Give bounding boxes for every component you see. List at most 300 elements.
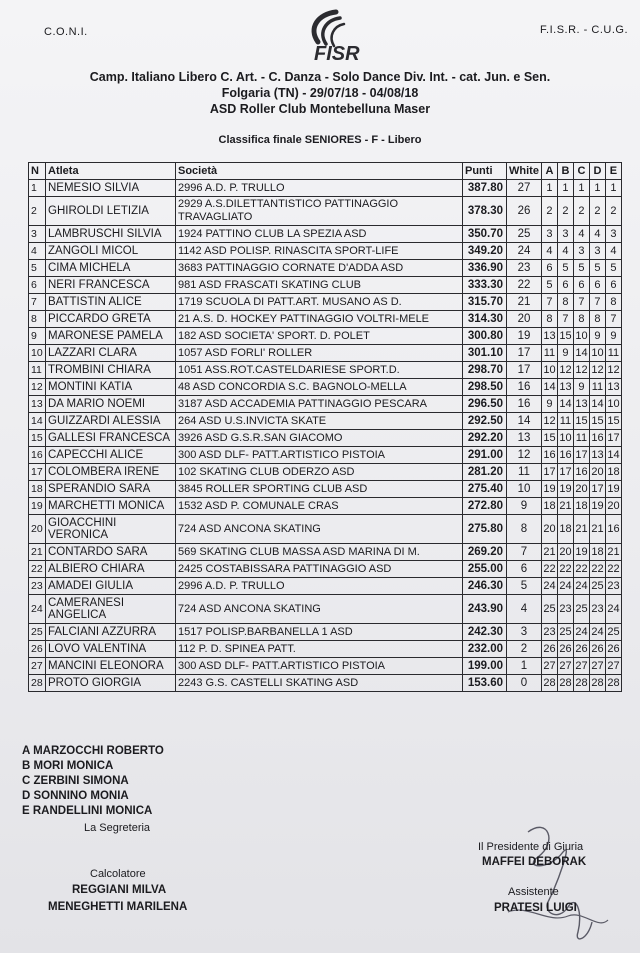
cell-judge-e: 21 [605, 544, 621, 561]
cell-societa: 2243 G.S. CASTELLI SKATING ASD [176, 675, 463, 692]
cell-judge-b: 5 [557, 260, 573, 277]
cell-punti: 246.30 [463, 578, 507, 595]
cell-judge-d: 11 [589, 379, 605, 396]
cell-judge-b: 2 [557, 197, 573, 226]
cell-judge-e: 6 [605, 277, 621, 294]
cell-judge-c: 17 [573, 447, 589, 464]
judge-d: D SONNINO MONIA [22, 790, 129, 802]
cell-atleta: MARONESE PAMELA [46, 328, 176, 345]
cell-judge-e: 17 [605, 430, 621, 447]
cell-societa: 3926 ASD G.S.R.SAN GIACOMO [176, 430, 463, 447]
table-row [29, 294, 622, 311]
cell-atleta: FALCIANI AZZURRA [46, 624, 176, 641]
cell-n: 17 [29, 464, 46, 481]
cell-judge-e: 16 [605, 515, 621, 544]
cell-n: 8 [29, 311, 46, 328]
cell-punti: 301.10 [463, 345, 507, 362]
cell-judge-c: 3 [573, 243, 589, 260]
cell-societa: 1051 ASS.ROT.CASTELDARIESE SPORT.D. [176, 362, 463, 379]
cell-judge-d: 25 [589, 578, 605, 595]
cell-punti: 269.20 [463, 544, 507, 561]
col-header-d: D [589, 163, 605, 180]
cell-punti: 298.70 [463, 362, 507, 379]
cell-white: 14 [507, 413, 542, 430]
cell-judge-b: 15 [557, 328, 573, 345]
table-row [29, 624, 622, 641]
cell-judge-d: 9 [589, 328, 605, 345]
table-row [29, 578, 622, 595]
cell-atleta: CONTARDO SARA [46, 544, 176, 561]
cell-societa: 112 P. D. SPINEA PATT. [176, 641, 463, 658]
cell-judge-a: 11 [541, 345, 557, 362]
cell-judge-b: 26 [557, 641, 573, 658]
col-header-n: N [29, 163, 46, 180]
cell-n: 27 [29, 658, 46, 675]
cell-judge-c: 24 [573, 578, 589, 595]
cell-judge-a: 24 [541, 578, 557, 595]
cell-judge-c: 4 [573, 226, 589, 243]
cell-societa: 2996 A.D. P. TRULLO [176, 578, 463, 595]
table-row [29, 197, 622, 226]
cell-judge-e: 26 [605, 641, 621, 658]
cell-judge-c: 2 [573, 197, 589, 226]
table-row [29, 328, 622, 345]
cell-societa: 569 SKATING CLUB MASSA ASD MARINA DI M. [176, 544, 463, 561]
cell-judge-a: 1 [541, 180, 557, 197]
cell-atleta: COLOMBERA IRENE [46, 464, 176, 481]
cell-white: 17 [507, 362, 542, 379]
judge-e: E RANDELLINI MONICA [22, 805, 153, 817]
segreteria-label: La Segreteria [84, 822, 151, 834]
cell-atleta: ZANGOLI MICOL [46, 243, 176, 260]
table-row [29, 243, 622, 260]
cell-judge-c: 10 [573, 328, 589, 345]
cell-judge-e: 12 [605, 362, 621, 379]
cell-n: 4 [29, 243, 46, 260]
cell-judge-b: 14 [557, 396, 573, 413]
cell-judge-e: 13 [605, 379, 621, 396]
cell-societa: 2996 A.D. P. TRULLO [176, 180, 463, 197]
cell-judge-d: 22 [589, 561, 605, 578]
cell-judge-a: 16 [541, 447, 557, 464]
cell-judge-a: 5 [541, 277, 557, 294]
cell-atleta: LAMBRUSCHI SILVIA [46, 226, 176, 243]
cell-n: 1 [29, 180, 46, 197]
cell-white: 16 [507, 379, 542, 396]
cell-societa: 2929 A.S.DILETTANTISTICO PATTINAGGIO TRAVAGLIATO [176, 197, 463, 226]
cell-atleta: MONTINI KATIA [46, 379, 176, 396]
cell-white: 24 [507, 243, 542, 260]
judges-list [22, 744, 164, 819]
cell-judge-a: 4 [541, 243, 557, 260]
cell-white: 8 [507, 515, 542, 544]
calcolatore-name-2: MENEGHETTI MARILENA [48, 901, 188, 913]
cell-n: 20 [29, 515, 46, 544]
cell-atleta: GHIROLDI LETIZIA [46, 197, 176, 226]
table-body [29, 180, 622, 692]
cell-judge-c: 9 [573, 379, 589, 396]
cell-judge-b: 17 [557, 464, 573, 481]
cell-judge-b: 23 [557, 595, 573, 624]
table-row [29, 277, 622, 294]
cell-atleta: MARCHETTI MONICA [46, 498, 176, 515]
cell-judge-a: 10 [541, 362, 557, 379]
cell-atleta: NEMESIO SILVIA [46, 180, 176, 197]
cell-judge-e: 9 [605, 328, 621, 345]
table-row [29, 675, 622, 692]
cell-judge-a: 6 [541, 260, 557, 277]
cell-judge-b: 11 [557, 413, 573, 430]
cell-white: 19 [507, 328, 542, 345]
cell-judge-c: 15 [573, 413, 589, 430]
cell-societa: 3683 PATTINAGGIO CORNATE D'ADDA ASD [176, 260, 463, 277]
cell-judge-b: 16 [557, 447, 573, 464]
cell-white: 26 [507, 197, 542, 226]
cell-judge-d: 10 [589, 345, 605, 362]
cell-judge-d: 26 [589, 641, 605, 658]
cell-judge-d: 2 [589, 197, 605, 226]
assistente-label: Assistente [508, 886, 559, 898]
cell-societa: 724 ASD ANCONA SKATING [176, 595, 463, 624]
cell-judge-d: 17 [589, 481, 605, 498]
cell-societa: 1719 SCUOLA DI PATT.ART. MUSANO AS D. [176, 294, 463, 311]
cell-judge-e: 18 [605, 464, 621, 481]
presidente-name: MAFFEI DEBORAK [482, 856, 587, 868]
cell-white: 13 [507, 430, 542, 447]
cell-white: 20 [507, 311, 542, 328]
cell-white: 25 [507, 226, 542, 243]
cell-punti: 298.50 [463, 379, 507, 396]
calcolatore-name-1: REGGIANI MILVA [72, 884, 167, 896]
cell-judge-a: 25 [541, 595, 557, 624]
cell-punti: 275.40 [463, 481, 507, 498]
cell-punti: 281.20 [463, 464, 507, 481]
signature-scribble [488, 812, 618, 952]
cell-atleta: CAMERANESI ANGELICA [46, 595, 176, 624]
cell-judge-c: 19 [573, 544, 589, 561]
cell-n: 9 [29, 328, 46, 345]
cell-judge-a: 9 [541, 396, 557, 413]
col-header-e: E [605, 163, 621, 180]
cell-punti: 275.80 [463, 515, 507, 544]
cell-atleta: PROTO GIORGIA [46, 675, 176, 692]
cell-atleta: MANCINI ELEONORA [46, 658, 176, 675]
cell-judge-e: 15 [605, 413, 621, 430]
cell-judge-c: 26 [573, 641, 589, 658]
cell-judge-d: 13 [589, 447, 605, 464]
table-row [29, 226, 622, 243]
ranking-table [28, 162, 622, 692]
cell-judge-b: 22 [557, 561, 573, 578]
cell-judge-c: 18 [573, 498, 589, 515]
cell-judge-e: 24 [605, 595, 621, 624]
cell-judge-e: 10 [605, 396, 621, 413]
cell-judge-a: 8 [541, 311, 557, 328]
cell-punti: 153.60 [463, 675, 507, 692]
col-header-c: C [573, 163, 589, 180]
cell-punti: 291.00 [463, 447, 507, 464]
cell-white: 12 [507, 447, 542, 464]
cell-n: 2 [29, 197, 46, 226]
judge-c: C ZERBINI SIMONA [22, 775, 129, 787]
cell-judge-a: 28 [541, 675, 557, 692]
cell-punti: 242.30 [463, 624, 507, 641]
cell-societa: 21 A.S. D. HOCKEY PATTINAGGIO VOLTRI-MELE [176, 311, 463, 328]
cell-judge-c: 27 [573, 658, 589, 675]
logo-text: FISR [314, 43, 360, 64]
table-row [29, 430, 622, 447]
cell-societa: 1532 ASD P. COMUNALE CRAS [176, 498, 463, 515]
cell-judge-b: 10 [557, 430, 573, 447]
cell-judge-e: 19 [605, 481, 621, 498]
table-row [29, 311, 622, 328]
cell-n: 18 [29, 481, 46, 498]
cell-white: 23 [507, 260, 542, 277]
cell-judge-c: 11 [573, 430, 589, 447]
cell-n: 5 [29, 260, 46, 277]
cell-judge-b: 25 [557, 624, 573, 641]
cell-societa: 48 ASD CONCORDIA S.C. BAGNOLO-MELLA [176, 379, 463, 396]
cell-punti: 378.30 [463, 197, 507, 226]
cell-societa: 300 ASD DLF- PATT.ARTISTICO PISTOIA [176, 447, 463, 464]
header-fisr: F.I.S.R. - C.U.G. [540, 24, 628, 36]
cell-societa: 300 ASD DLF- PATT.ARTISTICO PISTOIA [176, 658, 463, 675]
cell-judge-d: 20 [589, 464, 605, 481]
cell-societa: 3187 ASD ACCADEMIA PATTINAGGIO PESCARA [176, 396, 463, 413]
cell-judge-b: 19 [557, 481, 573, 498]
cell-judge-e: 11 [605, 345, 621, 362]
cell-judge-d: 16 [589, 430, 605, 447]
cell-judge-d: 6 [589, 277, 605, 294]
cell-punti: 315.70 [463, 294, 507, 311]
table-row [29, 413, 622, 430]
cell-n: 28 [29, 675, 46, 692]
assistente-name: PRATESI LUIGI [494, 902, 577, 914]
cell-atleta: DA MARIO NOEMI [46, 396, 176, 413]
cell-judge-c: 13 [573, 396, 589, 413]
cell-n: 6 [29, 277, 46, 294]
cell-atleta: CAPECCHI ALICE [46, 447, 176, 464]
cell-judge-c: 14 [573, 345, 589, 362]
cell-judge-e: 2 [605, 197, 621, 226]
cell-white: 17 [507, 345, 542, 362]
cell-societa: 102 SKATING CLUB ODERZO ASD [176, 464, 463, 481]
cell-white: 3 [507, 624, 542, 641]
cell-n: 26 [29, 641, 46, 658]
cell-judge-c: 21 [573, 515, 589, 544]
table-row [29, 515, 622, 544]
judge-b: B MORI MONICA [22, 760, 114, 772]
cell-n: 22 [29, 561, 46, 578]
cell-punti: 296.50 [463, 396, 507, 413]
cell-judge-d: 24 [589, 624, 605, 641]
cell-judge-c: 16 [573, 464, 589, 481]
header-coni: C.O.N.I. [44, 26, 88, 38]
cell-societa: 3845 ROLLER SPORTING CLUB ASD [176, 481, 463, 498]
cell-judge-d: 23 [589, 595, 605, 624]
cell-judge-d: 27 [589, 658, 605, 675]
table-header-row [29, 163, 622, 180]
classification-subtitle: Classifica finale SENIORES - F - Libero [218, 134, 422, 146]
cell-judge-c: 28 [573, 675, 589, 692]
table-row [29, 498, 622, 515]
cell-atleta: ALBIERO CHIARA [46, 561, 176, 578]
cell-judge-b: 18 [557, 515, 573, 544]
cell-n: 23 [29, 578, 46, 595]
cell-judge-a: 19 [541, 481, 557, 498]
cell-judge-b: 20 [557, 544, 573, 561]
cell-white: 9 [507, 498, 542, 515]
cell-judge-b: 3 [557, 226, 573, 243]
cell-judge-b: 13 [557, 379, 573, 396]
cell-white: 4 [507, 595, 542, 624]
cell-n: 13 [29, 396, 46, 413]
cell-judge-a: 3 [541, 226, 557, 243]
cell-atleta: PICCARDO GRETA [46, 311, 176, 328]
cell-punti: 232.00 [463, 641, 507, 658]
cell-judge-c: 20 [573, 481, 589, 498]
cell-judge-e: 25 [605, 624, 621, 641]
cell-judge-d: 5 [589, 260, 605, 277]
cell-n: 14 [29, 413, 46, 430]
cell-judge-b: 28 [557, 675, 573, 692]
cell-judge-c: 8 [573, 311, 589, 328]
table-row [29, 345, 622, 362]
cell-judge-e: 5 [605, 260, 621, 277]
cell-judge-d: 18 [589, 544, 605, 561]
table-row [29, 595, 622, 624]
cell-judge-b: 21 [557, 498, 573, 515]
cell-atleta: GUIZZARDI ALESSIA [46, 413, 176, 430]
cell-judge-d: 19 [589, 498, 605, 515]
cell-white: 7 [507, 544, 542, 561]
cell-judge-d: 8 [589, 311, 605, 328]
cell-judge-e: 23 [605, 578, 621, 595]
cell-judge-a: 2 [541, 197, 557, 226]
cell-n: 19 [29, 498, 46, 515]
cell-judge-b: 8 [557, 294, 573, 311]
cell-judge-e: 4 [605, 243, 621, 260]
table-row [29, 362, 622, 379]
cell-n: 11 [29, 362, 46, 379]
cell-punti: 300.80 [463, 328, 507, 345]
event-organizer: ASD Roller Club Montebelluna Maser [209, 102, 431, 116]
cell-judge-c: 25 [573, 595, 589, 624]
cell-punti: 349.20 [463, 243, 507, 260]
cell-judge-e: 20 [605, 498, 621, 515]
cell-punti: 350.70 [463, 226, 507, 243]
cell-white: 2 [507, 641, 542, 658]
cell-judge-c: 1 [573, 180, 589, 197]
table-row [29, 396, 622, 413]
cell-judge-a: 20 [541, 515, 557, 544]
cell-judge-e: 1 [605, 180, 621, 197]
cell-n: 15 [29, 430, 46, 447]
cell-judge-c: 5 [573, 260, 589, 277]
cell-n: 12 [29, 379, 46, 396]
cell-punti: 314.30 [463, 311, 507, 328]
table-row [29, 180, 622, 197]
event-location-dates: Folgaria (TN) - 29/07/18 - 04/08/18 [221, 86, 419, 100]
col-header-atleta: Atleta [46, 163, 176, 180]
table-row [29, 260, 622, 277]
cell-judge-a: 13 [541, 328, 557, 345]
cell-n: 21 [29, 544, 46, 561]
cell-judge-c: 24 [573, 624, 589, 641]
cell-white: 21 [507, 294, 542, 311]
cell-societa: 1142 ASD POLISP. RINASCITA SPORT-LIFE [176, 243, 463, 260]
cell-judge-d: 28 [589, 675, 605, 692]
cell-white: 27 [507, 180, 542, 197]
fisr-logo [284, 8, 384, 64]
cell-punti: 255.00 [463, 561, 507, 578]
cell-judge-a: 14 [541, 379, 557, 396]
cell-punti: 333.30 [463, 277, 507, 294]
cell-atleta: AMADEI GIULIA [46, 578, 176, 595]
cell-atleta: NERI FRANCESCA [46, 277, 176, 294]
cell-judge-c: 12 [573, 362, 589, 379]
cell-atleta: BATTISTIN ALICE [46, 294, 176, 311]
cell-judge-e: 8 [605, 294, 621, 311]
cell-judge-a: 7 [541, 294, 557, 311]
cell-judge-d: 3 [589, 243, 605, 260]
cell-judge-a: 15 [541, 430, 557, 447]
cell-societa: 2425 COSTABISSARA PATTINAGGIO ASD [176, 561, 463, 578]
col-header-punti: Punti [463, 163, 507, 180]
cell-white: 16 [507, 396, 542, 413]
cell-punti: 292.20 [463, 430, 507, 447]
cell-judge-a: 23 [541, 624, 557, 641]
cell-judge-b: 7 [557, 311, 573, 328]
cell-judge-b: 1 [557, 180, 573, 197]
cell-judge-b: 4 [557, 243, 573, 260]
event-title: Camp. Italiano Libero C. Art. - C. Danza - Solo Dance Div. Int. - cat. Jun. e Sen. [89, 70, 551, 84]
cell-societa: 724 ASD ANCONA SKATING [176, 515, 463, 544]
col-header-b: B [557, 163, 573, 180]
cell-n: 10 [29, 345, 46, 362]
cell-societa: 182 ASD SOCIETA' SPORT. D. POLET [176, 328, 463, 345]
cell-judge-a: 17 [541, 464, 557, 481]
cell-white: 1 [507, 658, 542, 675]
cell-judge-a: 18 [541, 498, 557, 515]
table-row [29, 481, 622, 498]
table-row [29, 379, 622, 396]
cell-n: 3 [29, 226, 46, 243]
cell-judge-e: 3 [605, 226, 621, 243]
cell-white: 0 [507, 675, 542, 692]
cell-societa: 264 ASD U.S.INVICTA SKATE [176, 413, 463, 430]
col-header-white: White [507, 163, 542, 180]
cell-judge-b: 6 [557, 277, 573, 294]
cell-societa: 1517 POLISP.BARBANELLA 1 ASD [176, 624, 463, 641]
cell-judge-b: 9 [557, 345, 573, 362]
cell-societa: 1924 PATTINO CLUB LA SPEZIA ASD [176, 226, 463, 243]
cell-judge-d: 14 [589, 396, 605, 413]
cell-white: 22 [507, 277, 542, 294]
cell-n: 24 [29, 595, 46, 624]
cell-judge-d: 15 [589, 413, 605, 430]
cell-punti: 199.00 [463, 658, 507, 675]
cell-judge-d: 21 [589, 515, 605, 544]
cell-punti: 243.90 [463, 595, 507, 624]
cell-punti: 387.80 [463, 180, 507, 197]
cell-n: 25 [29, 624, 46, 641]
cell-n: 7 [29, 294, 46, 311]
cell-judge-a: 26 [541, 641, 557, 658]
cell-judge-c: 22 [573, 561, 589, 578]
cell-white: 11 [507, 464, 542, 481]
cell-judge-b: 12 [557, 362, 573, 379]
